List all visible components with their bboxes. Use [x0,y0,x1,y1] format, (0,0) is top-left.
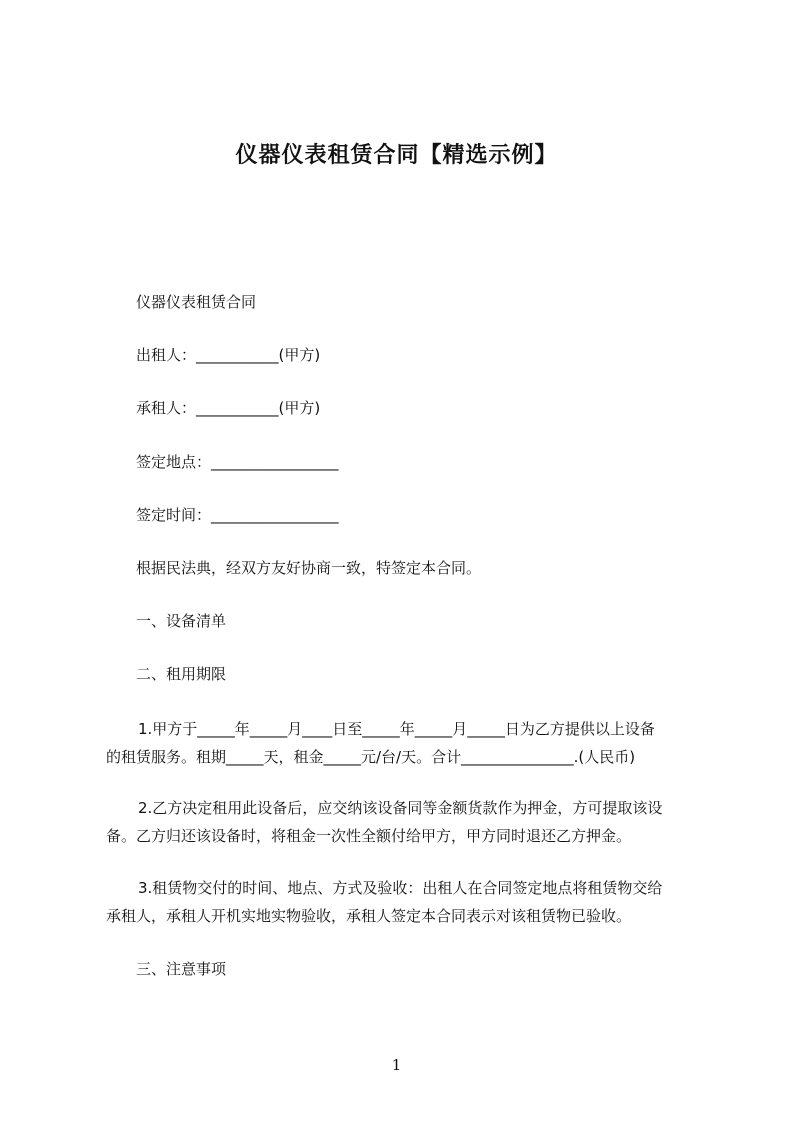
clause-3-paragraph [106,874,691,930]
signing-place-line: 签定地点：_________________ [136,453,339,471]
section-rental-period-heading: 二、租用期限 [136,665,227,683]
page-number: 1 [391,1056,402,1074]
clause-2-line-1: 2.乙方决定租用此设备后，应交纳该设备同等金额货款作为押金，方可提取该设 [138,799,663,817]
contract-subtitle: 仪器仪表租赁合同 [136,293,257,311]
signing-time-line: 签定时间：_________________ [136,506,339,524]
preamble-text: 根据民法典，经双方友好协商一致，特签定本合同。 [136,559,482,577]
lessor-line: 出租人：___________(甲方) [136,346,321,364]
clause-1-paragraph [106,715,691,771]
section-equipment-list-heading: 一、设备清单 [136,612,227,630]
clause-1-line-1: 1.甲方于_____年_____月____日至_____年_____月_____日为乙方提供以上设备 [138,720,655,738]
section-notes-heading: 三、注意事项 [136,960,227,978]
clause-2-paragraph [106,794,691,850]
document-title: 仪器仪表租赁合同【精选示例】 [235,143,558,168]
lessee-line: 承租人：___________(甲方) [136,399,321,417]
clause-2-line-2: 备。乙方归还该设备时，将租金一次性全额付给甲方，甲方同时退还乙方押金。 [106,827,632,845]
clause-1-line-2: 的租赁服务。租期_____天，租金_____元/台/天。合计_______________.(人民币) [106,748,636,766]
clause-3-line-1: 3.租赁物交付的时间、地点、方式及验收：出租人在合同签定地点将租赁物交给 [138,879,663,897]
clause-3-line-2: 承租人，承租人开机实地实物验收，承租人签定本合同表示对该租赁物已验收。 [106,907,632,925]
